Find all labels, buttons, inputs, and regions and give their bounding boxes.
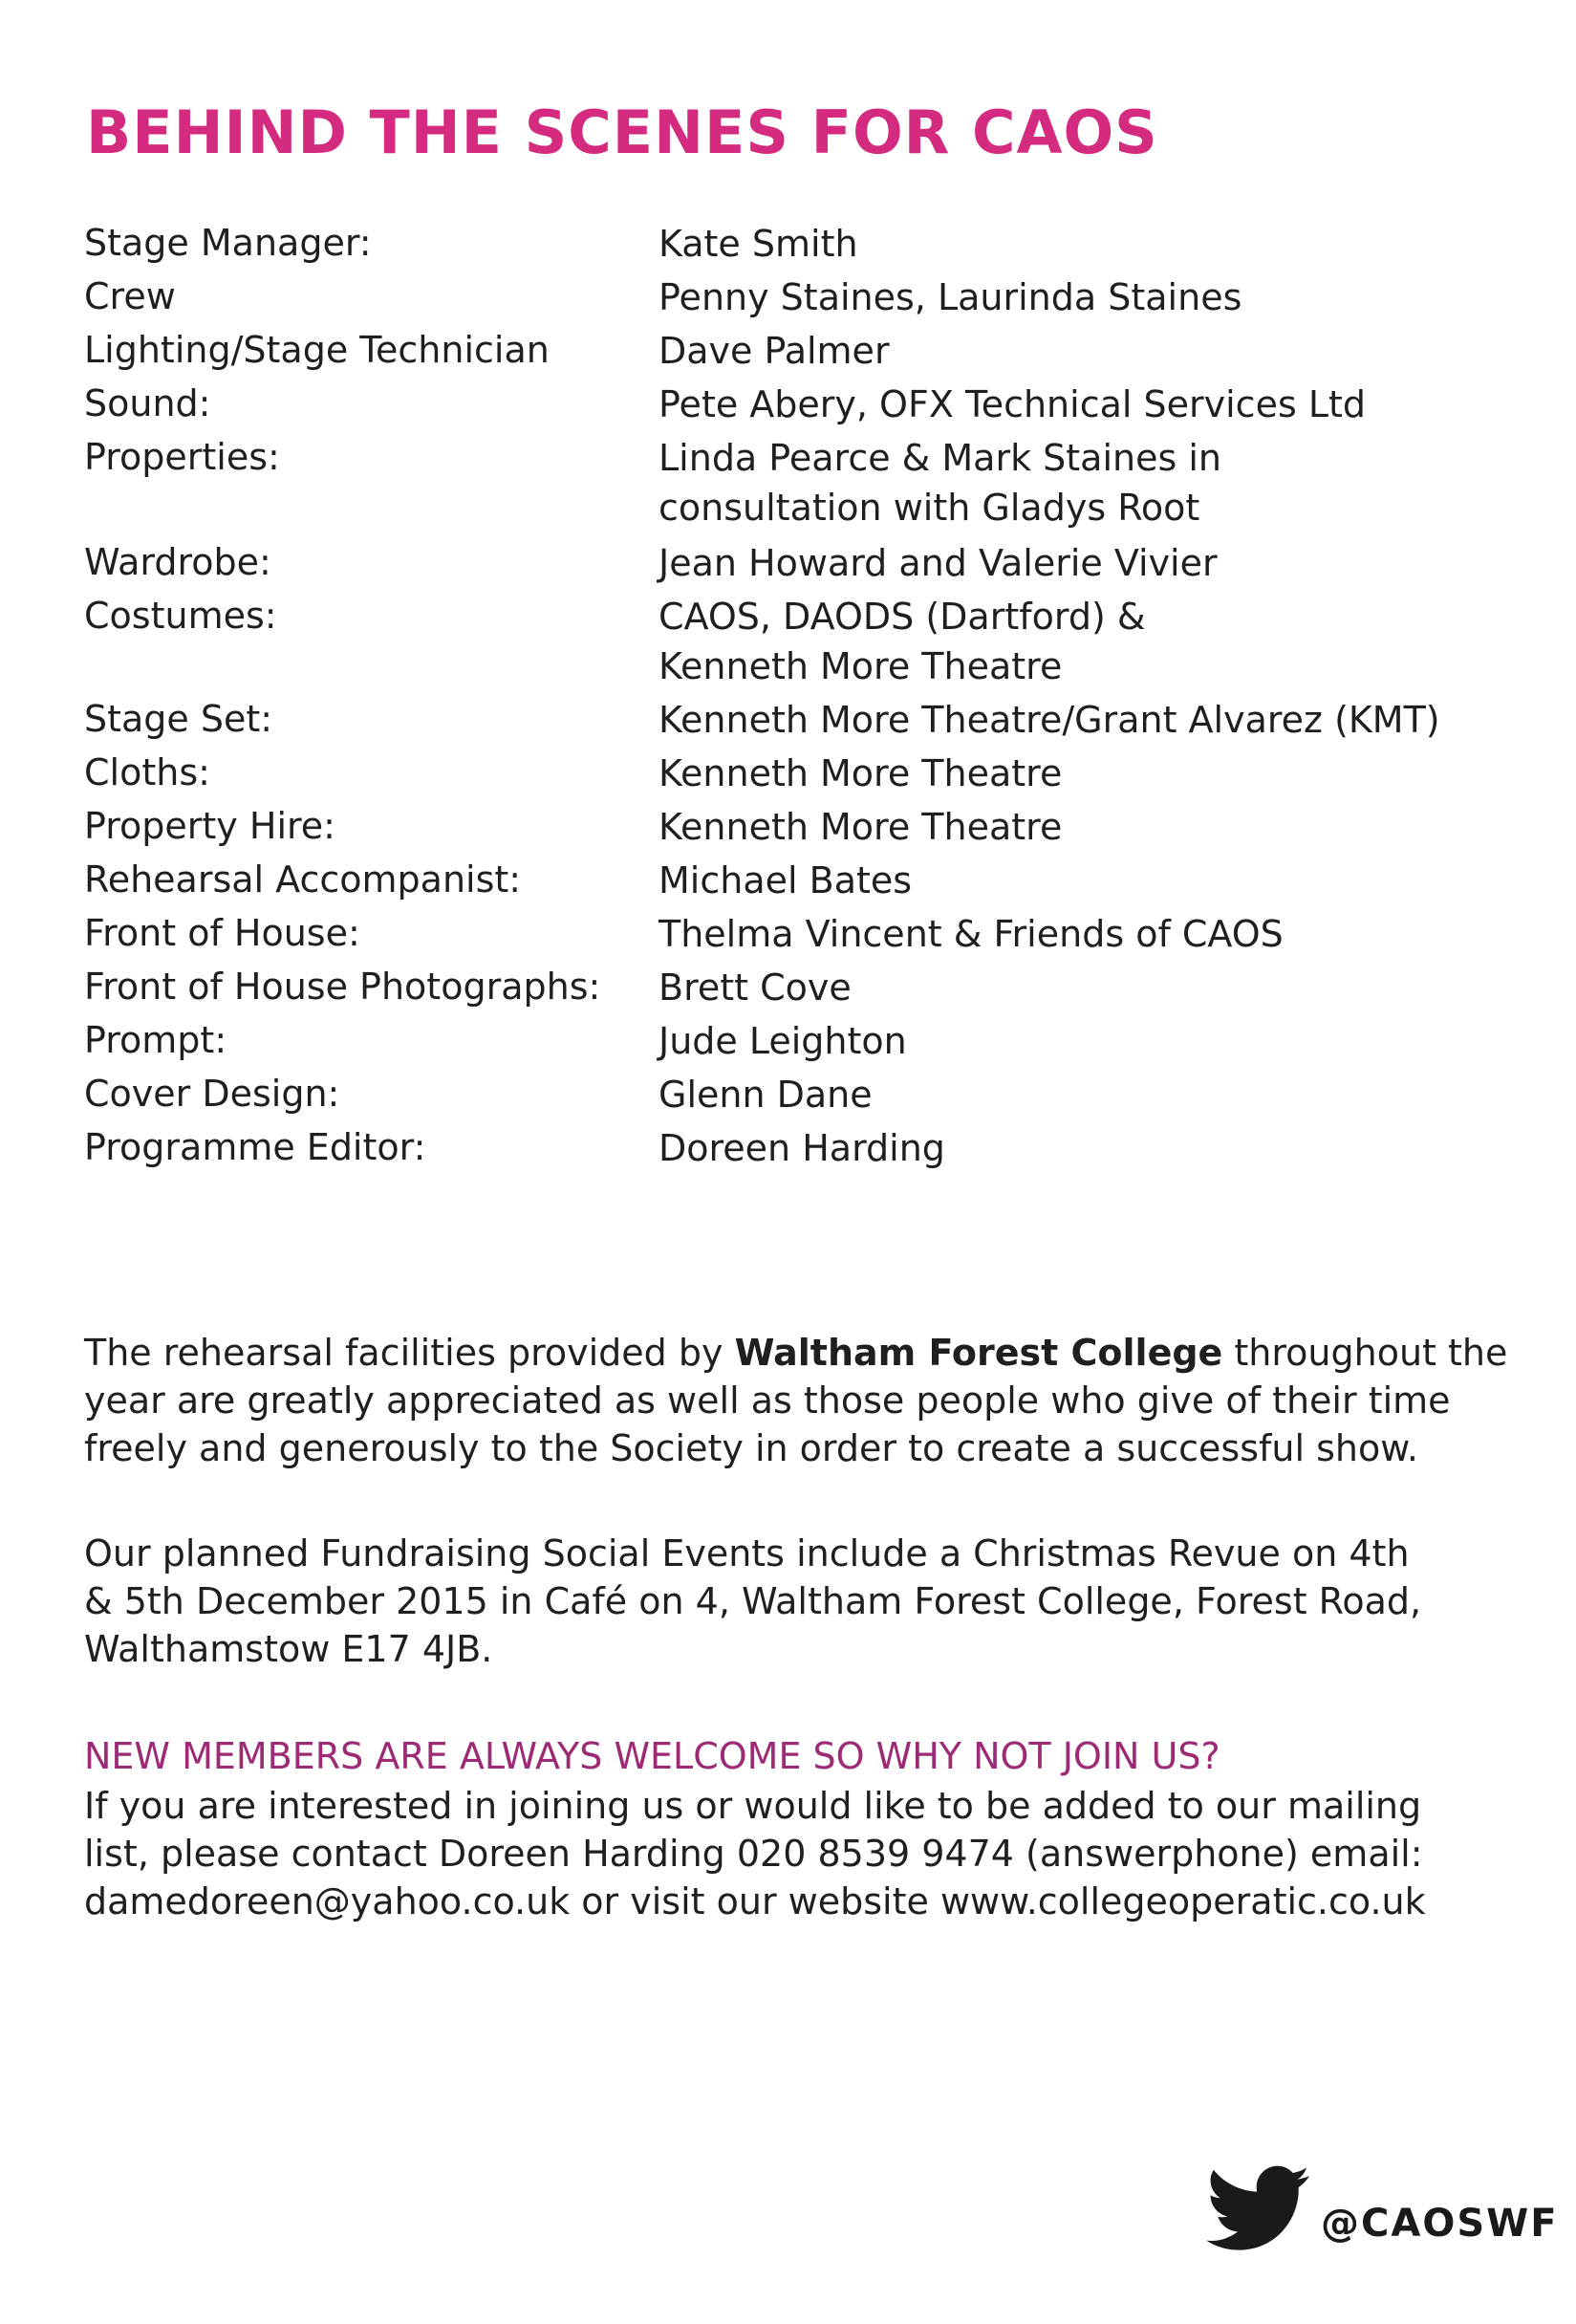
rehearsal-text-before: The rehearsal facilities provided by <box>84 1332 735 1374</box>
credit-role: Lighting/Stage Technician <box>84 329 550 371</box>
college-name: Waltham Forest College <box>734 1332 1223 1374</box>
credit-name: Brett Cove <box>658 967 852 1009</box>
credit-name: Pete Abery, OFX Technical Services Ltd <box>658 383 1367 425</box>
contact-line-3: damedoreen@yahoo.co.uk or visit our website www.collegeoperatic.co.uk <box>84 1880 1426 1922</box>
credit-name: Jean Howard and Valerie Vivier <box>658 542 1218 584</box>
credit-role: Stage Set: <box>84 698 273 740</box>
contact-line-1: If you are interested in joining us or would like to be added to our mailing <box>84 1785 1422 1827</box>
credit-name: consultation with Gladys Root <box>658 487 1200 529</box>
credit-name: Linda Pearce & Mark Staines in <box>658 437 1221 479</box>
members-heading: NEW MEMBERS ARE ALWAYS WELCOME SO WHY NOT JOIN US? <box>84 1735 1220 1777</box>
rehearsal-line-2: year are greatly appreciated as well as those people who give of their time <box>84 1379 1451 1422</box>
credit-name: Kenneth More Theatre/Grant Alvarez (KMT) <box>658 699 1440 741</box>
credit-name: Kate Smith <box>658 223 858 265</box>
rehearsal-text-after: throughout the <box>1222 1332 1508 1374</box>
credit-name: Michael Bates <box>658 859 913 901</box>
credit-name: Penny Staines, Laurinda Staines <box>658 276 1242 318</box>
credit-role: Costumes: <box>84 595 277 637</box>
credit-role: Properties: <box>84 436 280 478</box>
credit-name: Kenneth More Theatre <box>658 645 1063 687</box>
credit-role: Sound: <box>84 382 211 424</box>
credit-role: Front of House: <box>84 912 360 954</box>
credit-role: Prompt: <box>84 1019 227 1061</box>
rehearsal-line-3: freely and generously to the Society in order to create a successful show. <box>84 1427 1418 1469</box>
credit-name: Kenneth More Theatre <box>658 752 1063 794</box>
twitter-bird-icon <box>1206 2165 1311 2253</box>
credit-role: Programme Editor: <box>84 1126 426 1168</box>
credit-name: Jude Leighton <box>658 1020 907 1062</box>
credit-role: Crew <box>84 275 176 317</box>
credit-role: Rehearsal Accompanist: <box>84 858 522 901</box>
credit-name: Glenn Dane <box>658 1074 873 1116</box>
twitter-handle: @CAOSWF <box>1321 2202 1559 2246</box>
credit-role: Wardrobe: <box>84 541 271 583</box>
credit-role: Cover Design: <box>84 1073 340 1115</box>
credit-name: Thelma Vincent & Friends of CAOS <box>658 913 1284 955</box>
fundraising-line-3: Walthamstow E17 4JB. <box>84 1628 493 1670</box>
page-title: BEHIND THE SCENES FOR CAOS <box>86 98 1158 167</box>
rehearsal-line-1 <box>84 1329 1518 1377</box>
credit-name: CAOS, DAODS (Dartford) & <box>658 596 1146 638</box>
credit-role: Property Hire: <box>84 805 335 847</box>
credit-role: Stage Manager: <box>84 222 372 264</box>
contact-line-2: list, please contact Doreen Harding 020 8539 9474 (answerphone) email: <box>84 1833 1423 1875</box>
credit-name: Kenneth More Theatre <box>658 806 1063 848</box>
contact-paragraph <box>84 1782 1518 1925</box>
fundraising-line-2: & 5th December 2015 in Café on 4, Waltham Forest College, Forest Road, <box>84 1580 1422 1622</box>
credit-role: Front of House Photographs: <box>84 966 601 1008</box>
rehearsal-paragraph <box>84 1329 1518 1472</box>
twitter-block <box>1206 2165 1576 2280</box>
credit-role: Cloths: <box>84 751 210 793</box>
credit-name: Doreen Harding <box>658 1127 945 1169</box>
credit-name: Dave Palmer <box>658 330 890 372</box>
fundraising-line-1: Our planned Fundraising Social Events include a Christmas Revue on 4th <box>84 1532 1410 1575</box>
fundraising-paragraph <box>84 1530 1518 1673</box>
